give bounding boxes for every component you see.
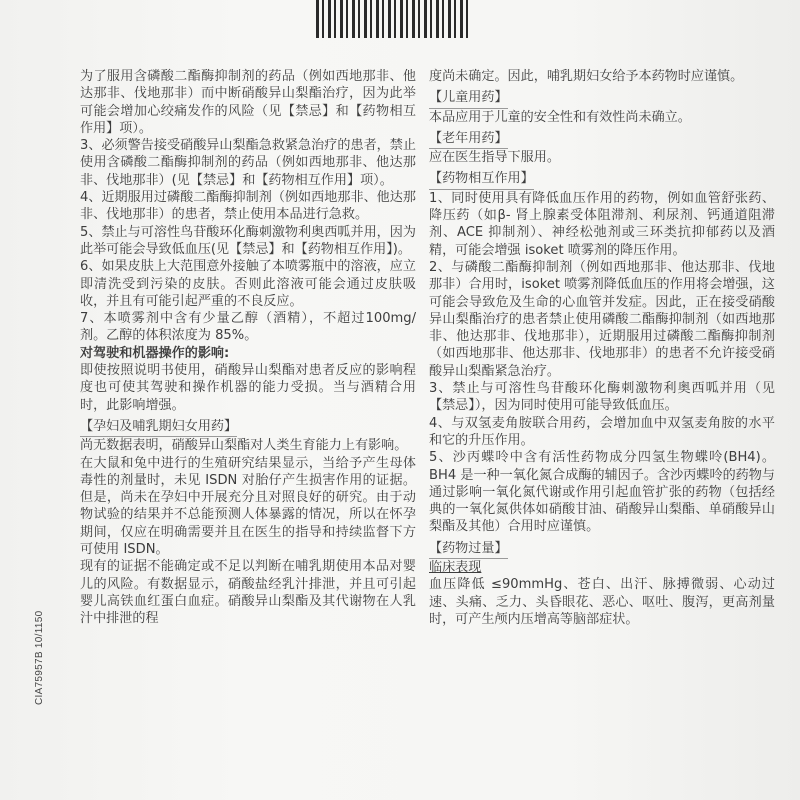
left-paragraph-5: 6、如果皮肤上大范围意外接触了本喷雾瓶中的溶液，应立即清洗受到污染的皮肤。否则此溶液可能会通过皮肤吸收，并且有可能引起严重的不良反应。 <box>80 259 416 309</box>
left-paragraph-4: 5、禁止与可溶性鸟苷酸环化酶刺激物利奥西呱并用，因为此举可能会导致低血压(见【禁忌】和【药物相互作用】)。 <box>80 224 416 257</box>
left-paragraph-8: 尚无数据表明，硝酸异山梨酯对人类生育能力上有影响。 <box>80 438 408 454</box>
section-heading-overdose: 【药物过量】 <box>429 540 508 559</box>
section-heading-children: 【儿童用药】 <box>429 89 508 108</box>
right-paragraph-7: 4、与双氢麦角胺联合用药，会增加血中双氢麦角胺的水平和它的升压作用。 <box>429 415 775 448</box>
right-paragraph-6: 3、禁止与可溶性鸟苷酸环化酶刺激物利奥西呱并用（见【禁忌】），因为同时使用可能导致低血压。 <box>429 381 775 414</box>
right-paragraph-9: 血压降低 ≤90mmHg、苍白、出汗、脉搏微弱、心动过速、头痛、乏力、头昏眼花、恶心、呕吐、腹泻，更高剂量时，可产生颅内压增高等脑部症状。 <box>429 577 775 627</box>
section-heading-pregnancy: 【孕妇及哺乳期妇女用药】 <box>80 418 237 437</box>
left-paragraph-6: 7、本喷雾剂中含有少量乙醇（酒精），不超过100mg/ 剂。乙醇的体积浓度为 85%。 <box>80 311 416 344</box>
left-paragraph-10: 现有的证据不能确定或不足以判断在哺乳期使用本品对婴儿的风险。有数据显示，硝酸盐经乳汁排泄，并且可引起婴儿高铁血红蛋白血症。硝酸异山梨酯及其代谢物在人乳汁中排泄的程 <box>80 559 416 627</box>
left-paragraph-3: 4、近期服用过磷酸二酯酶抑制剂（例如西地那非、他达那非、伐地那非）的患者，禁止使用本品进行急救。 <box>80 190 416 223</box>
barcode <box>316 0 468 38</box>
right-column <box>429 68 775 628</box>
right-paragraph-2: 本品应用于儿童的安全性和有效性尚未确立。 <box>429 109 691 125</box>
right-paragraph-1: 度尚未确定。因此，哺乳期妇女给予本药物时应谨慎。 <box>429 69 744 84</box>
right-paragraph-3: 应在医生指导下服用。 <box>429 150 560 166</box>
right-paragraph-5: 2、与磷酸二酯酶抑制剂（例如西地那非、他达那非、伐地那非）合用时，isoket 喷雾剂降低血压的作用将会增强，这可能会导致危及生命的心血管并发症。因此，正在接受硝酸异山梨酯治疗的患者禁止使用磷酸二酯酶抑制剂（如西地那非、他达那非、伐地那非），近期服用过磷酸二酯酶抑制剂（如西地那非、他达那非、伐地那非）的患者不允许接受硝酸异山梨酯紧急治疗。 <box>429 259 775 379</box>
side-print-code: CIA75957B 10/1150 <box>34 610 45 705</box>
left-paragraph-9: 在大鼠和兔中进行的生殖研究结果显示，当给予产生母体毒性的剂量时，未见 ISDN 对胎仔产生损害作用的证据。但是，尚未在孕妇中开展充分且对照良好的研究。由于动物试验的结果并不总能预测人体暴露的情况，所以在怀孕期间，仅应在明确需要并且在医生的指导和持续监督下方可使用 ISDN。 <box>80 455 416 558</box>
left-paragraph-7: 即使按照说明书使用，硝酸异山梨酯对患者反应的影响程度也可使其驾驶和操作机器的能力受损。当与酒精合用时，此影响增强。 <box>80 363 416 413</box>
section-heading-interactions: 【药物相互作用】 <box>429 170 534 189</box>
left-paragraph-1: 为了服用含磷酸二酯酶抑制剂的药品（例如西地那非、他达那非、伐地那非）而中断硝酸异山梨酯治疗，因为此举可能会增加心绞痛发作的风险（见【禁忌】和【药物相互作用】项）。 <box>80 69 416 136</box>
driving-heading: 对驾驶和机器操作的影响: <box>80 345 230 361</box>
right-paragraph-4: 1、同时使用具有降低血压作用的药物，例如血管舒张药、降压药（如β- 肾上腺素受体阻滞剂、利尿剂、钙通道阻滞剂、ACE 抑制剂）、神经松弛剂或三环类抗抑郁药以及酒精，可能会增强 isoket 喷雾剂的降压作用。 <box>429 190 775 258</box>
section-heading-elderly: 【老年用药】 <box>429 130 508 149</box>
left-column <box>80 68 416 628</box>
right-paragraph-8: 5、沙丙蝶呤中含有活性药物成分四氢生物蝶呤(BH4)。BH4 是一种一氧化氮合成酶的辅因子。含沙丙蝶呤的药物与通过影响一氧化氮代谢或作用引起血管扩张的药物（包括经典的一氧化氮供体如硝酸甘油、硝酸异山梨酯、单硝酸异山梨酯及其他）合用时应谨慎。 <box>429 450 775 535</box>
clinical-presentation-subheading: 临床表现 <box>429 560 482 576</box>
left-paragraph-2: 3、必须警告接受硝酸异山梨酯急救紧急治疗的患者，禁止使用含磷酸二酯酶抑制剂的药品（例如西地那非、他达那非、伐地那非）(见【禁忌】和【药物相互作用】项）。 <box>80 138 416 188</box>
